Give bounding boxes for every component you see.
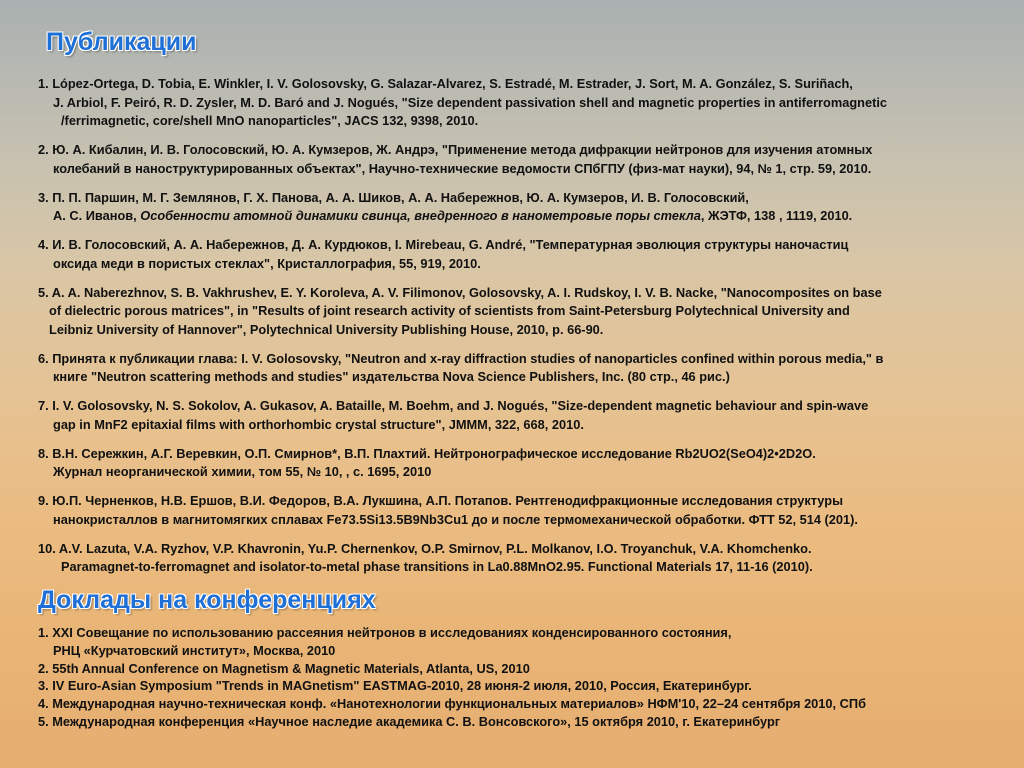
publication-item-10 — [38, 540, 1003, 577]
publication-10-line-2: Paramagnet-to-ferromagnet and isolator-to-metal phase transitions in La0.88MnO2.95. Functional Materials 17, 11-16 (2010). — [61, 559, 813, 574]
publications-heading: Публикации — [46, 28, 197, 56]
conference-item-5: 5. Международная конференция «Научное наследие академика С. В. Вонсовского», 15 октября 2010, г. Екатеринбург — [38, 713, 781, 729]
publication-3-line-2 — [38, 207, 1003, 226]
publication-item-8 — [38, 445, 1003, 482]
publication-5-line-3: Leibniz University of Hannover", Polytechnical University Publishing House, 2010, p. 66-90. — [49, 321, 604, 337]
conference-item-1-line-1: 1. XXI Совещание по использованию рассеяния нейтронов в исследованиях конденсированного состояния, — [38, 625, 732, 640]
publication-10-line-1: 10. A.V. Lazuta, V.A. Ryzhov, V.P. Khavronin, Yu.P. Chernenkov, O.P. Smirnov, P.L. Molkanov, I.O. Troyanchuk, V.A. Khomchenko. — [38, 540, 812, 556]
publication-3-line-1: 3. П. П. Паршин, М. Г. Землянов, Г. Х. Панова, А. А. Шиков, А. А. Набережнов, Ю. А. Кумзеров, И. В. Голосовский, — [38, 189, 749, 205]
publication-1-line-3: /ferrimagnetic, core/shell MnO nanoparticles", JACS 132, 9398, 2010. — [61, 113, 479, 128]
publication-item-9 — [38, 492, 1003, 529]
publication-item-5 — [38, 284, 1003, 340]
publication-5-line-2: of dielectric porous matrices", in "Results of joint research activity of scientists from Saint-Petersburg Polytechnical University and — [49, 303, 850, 318]
publications-list — [38, 75, 1003, 587]
publication-3-authors-end: А. С. Иванов, — [53, 208, 141, 223]
publication-item-7 — [38, 397, 1003, 434]
publication-3-source: , ЖЭТФ, 138 , 1119, 2010. — [700, 208, 853, 223]
publication-1-line-2: J. Arbiol, F. Peiró, R. D. Zysler, M. D. Baró and J. Nogués, "Size dependent passivation shell and magnetic properties in antiferromagnetic — [53, 94, 888, 110]
publication-8-line-1: 8. В.Н. Сережкин, А.Г. Веревкин, О.П. Смирнов*, В.П. Плахтий. Нейтронографическое исследование Rb2UO2(SeO4)2•2D2O. — [38, 445, 816, 461]
publication-2-line-1: 2. Ю. А. Кибалин, И. В. Голосовский, Ю. А. Кумзеров, Ж. Андрэ, "Применение метода дифракции нейтронов для изучения атомных — [38, 142, 873, 157]
conference-item-4: 4. Международная научно-техническая конф. «Нанотехнологии функциональных материалов» НФМ'10, 22–24 сентября 2010, СПб — [38, 696, 866, 712]
publication-7-line-2: gap in MnF2 epitaxial films with orthorhombic crystal structure", JMMM, 322, 668, 2010. — [53, 416, 584, 432]
publication-9-line-2: нанокристаллов в магнитомягких сплавах Fe73.5Si13.5B9Nb3Cu1 до и после термомеханической обработки. ФТТ 52, 514 (201). — [53, 511, 858, 527]
conference-item-1-line-2: РНЦ «Курчатовский институт», Москва, 2010 — [53, 642, 336, 658]
publication-item-2 — [38, 141, 1003, 178]
publication-item-4 — [38, 236, 1003, 273]
publication-item-3 — [38, 189, 1003, 226]
publication-6-line-1: 6. Принята к публикации глава: I. V. Golosovsky, "Neutron and x-ray diffraction studies of nanoparticles confined within porous media," в — [38, 350, 884, 366]
publication-1-line-1: 1. López-Ortega, D. Tobia, E. Winkler, I. V. Golosovsky, G. Salazar-Alvarez, S. Estradé, M. Estrader, J. Sort, M. A. González, S. Suriñach, — [38, 76, 853, 91]
publication-8-line-2: Журнал неорганической химии, том 55, № 10, , с. 1695, 2010 — [53, 464, 432, 479]
publication-4-line-2: оксида меди в пористых стеклах", Кристаллография, 55, 919, 2010. — [53, 255, 481, 271]
conference-item-2: 2. 55th Annual Conference on Magnetism & Magnetic Materials, Atlanta, US, 2010 — [38, 660, 530, 676]
publication-4-line-1: 4. И. В. Голосовский, А. А. Набережнов, Д. А. Курдюков, I. Mirebeau, G. André, "Температурная эволюция структуры наночастиц — [38, 237, 849, 252]
publication-5-line-1: 5. A. A. Naberezhnov, S. B. Vakhrushev, E. Y. Koroleva, A. V. Filimonov, Golosovsky, A. I. Rudskoy, I. V. B. Nacke, "Nanocomposites on base — [38, 284, 882, 300]
conferences-list — [38, 624, 1003, 731]
publication-3-title: Особенности атомной динамики свинца, внедренного в нанометровые поры стекла — [140, 208, 701, 223]
conference-item-3: 3. IV Euro-Asian Symposium "Trends in MAGnetism" EASTMAG-2010, 28 июня-2 июля, 2010, Россия, Екатеринбург. — [38, 678, 752, 694]
conferences-heading: Доклады на конференциях — [38, 586, 376, 614]
publication-9-line-1: 9. Ю.П. Черненков, Н.В. Ершов, В.И. Федоров, В.А. Лукшина, А.П. Потапов. Рентгенодифракционные исследования структуры — [38, 493, 844, 508]
publication-7-line-1: 7. I. V. Golosovsky, N. S. Sokolov, A. Gukasov, A. Bataille, M. Boehm, and J. Nogués, "Size-dependent magnetic behaviour and spin-wave — [38, 398, 869, 413]
publication-item-1 — [38, 75, 1003, 131]
publication-6-line-2: книге "Neutron scattering methods and studies" издательства Nova Science Publishers, Inc. (80 стр., 46 рис.) — [53, 369, 730, 384]
publication-2-line-2: колебаний в наноструктурированных объектах", Научно-технические ведомости СПбГПУ (физ-мат науки), 94, № 1, стр. 59, 2010. — [53, 160, 872, 176]
publication-item-6 — [38, 350, 1003, 387]
